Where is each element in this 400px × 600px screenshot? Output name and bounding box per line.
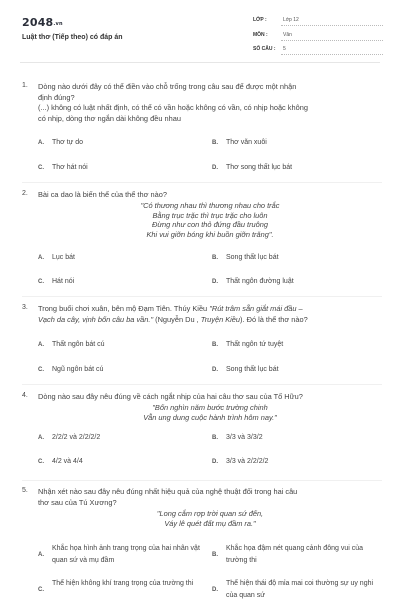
- option-label: C.: [38, 165, 44, 171]
- option-label: B.: [212, 255, 218, 261]
- meta-subject-value: Văn: [283, 32, 292, 38]
- question-line: định đúng?: [38, 92, 75, 102]
- poem-line: "Long cắm rợp trời quan sứ đến,: [156, 509, 264, 518]
- question-3: [22, 304, 382, 384]
- option-text: Thất ngôn tứ tuyệt: [226, 341, 284, 348]
- question-text: [38, 190, 382, 201]
- question-line: Nhận xét nào sau đây nêu đúng nhất hiệu quả của nghệ thuật đối trong hai câu: [38, 487, 298, 496]
- meta-class: [253, 17, 383, 29]
- question-number: 4.: [22, 392, 28, 399]
- meta-class-label: LỚP :: [253, 17, 267, 23]
- option-label: A.: [38, 552, 44, 558]
- option-text: 2/2/2 và 2/2/2/2: [52, 434, 101, 441]
- question-line: [38, 304, 382, 315]
- question-text: [38, 487, 382, 508]
- meta-count: [253, 46, 383, 58]
- option-text: Thơ văn xuôi: [226, 139, 267, 146]
- question-line: có nhịp, dòng thơ ngắn dài không đều nhau: [38, 113, 181, 123]
- poem-line: Đừng như con thỏ đứng đầu truông: [152, 220, 268, 230]
- question-number: 2.: [22, 190, 28, 197]
- option-label: C.: [38, 459, 44, 465]
- poem-line: Khi vui giỡn bóng khi buồn giỡn trăng".: [146, 229, 274, 239]
- option-label: D.: [212, 279, 218, 285]
- question-text-part: ). Đó là thể thơ nào?: [240, 314, 308, 324]
- question-number: 5.: [22, 487, 28, 494]
- option-text: Thơ tự do: [52, 139, 84, 146]
- question-line: (...) không có luật nhất định, có thể có vần hoặc không có vần, có nhịp hoặc không: [38, 103, 308, 112]
- logo-text: 2048: [22, 16, 54, 29]
- poem-line: Vẫn ung dung cuộc hành trình hôm nay.": [143, 412, 277, 422]
- meta-subject: [253, 32, 383, 44]
- poem-line: "Có thương nhau thì thương nhau cho trắc: [140, 201, 280, 210]
- option-label: B.: [212, 140, 218, 146]
- meta-divider: [281, 25, 383, 26]
- question-divider: [22, 182, 382, 183]
- poem-quote: [38, 201, 382, 239]
- poem-quote: [38, 403, 382, 422]
- option-text: Thể hiện thái độ mỉa mai coi thường sự uy nghi của quan sứ: [226, 580, 374, 599]
- question-1: [22, 82, 382, 182]
- option-label: A.: [38, 435, 44, 441]
- question-divider: [22, 384, 382, 385]
- option-label: D.: [212, 165, 218, 171]
- option-label: D.: [212, 367, 218, 373]
- option-text: Hát nói: [52, 278, 75, 285]
- question-line: Dòng nào sau đây nêu đúng về cách ngắt nhịp của hai câu thơ sau của Tố Hữu?: [38, 392, 303, 401]
- question-line: thơ sau của Tú Xương?: [38, 497, 117, 507]
- header-divider: [20, 62, 380, 63]
- option-label: C.: [38, 279, 44, 285]
- option-label: A.: [38, 342, 44, 348]
- option-label: D.: [212, 459, 218, 465]
- option-text: Song thất lục bát: [226, 366, 279, 373]
- poem-line: Váy lê quét đất mụ đầm ra.": [164, 518, 256, 528]
- option-text: 3/3 và 3/3/2: [226, 434, 263, 441]
- question-text-part: Trong buổi chơi xuân, bên mộ Đạm Tiên. Thúy Kiều: [38, 304, 210, 313]
- option-b[interactable]: [212, 543, 382, 567]
- option-text: Thơ song thất lục bát: [226, 164, 293, 171]
- option-label: A.: [38, 255, 44, 261]
- question-work-title: Truyện Kiều: [200, 314, 241, 324]
- option-text: 4/2 và 4/4: [52, 458, 83, 465]
- site-logo[interactable]: [22, 16, 63, 29]
- question-text: [38, 82, 382, 124]
- option-text: 3/3 và 2/2/2/2: [226, 458, 269, 465]
- question-line: [38, 315, 382, 326]
- option-label: B.: [212, 435, 218, 441]
- option-text: Thất ngôn đường luật: [226, 278, 294, 285]
- option-text: Thơ hát nói: [52, 164, 88, 171]
- option-text: Khắc họa hình ảnh trang trọng của hai nhân vật quan sứ và mụ đầm: [52, 545, 200, 564]
- meta-class-value: Lớp 12: [283, 17, 299, 23]
- question-number: 1.: [22, 82, 28, 89]
- question-number: 3.: [22, 304, 28, 311]
- meta-count-label: SỐ CÂU :: [253, 46, 276, 52]
- page-title: Luật thơ (Tiếp theo) có đáp án: [22, 34, 123, 41]
- question-divider: [22, 480, 382, 481]
- poem-line: "Bốn nghìn năm bước trường chinh: [152, 403, 268, 412]
- poem-quote: [38, 509, 382, 528]
- question-text: [38, 392, 382, 403]
- option-label: B.: [212, 552, 218, 558]
- option-label: D.: [212, 587, 218, 593]
- option-a[interactable]: [38, 543, 208, 567]
- option-d[interactable]: [212, 578, 382, 600]
- option-text: Ngũ ngôn bát cú: [52, 366, 104, 373]
- question-5: [22, 487, 382, 600]
- meta-count-value: 5: [283, 46, 286, 52]
- option-text: Thất ngôn bát cú: [52, 341, 105, 348]
- option-text: Song thất lục bát: [226, 254, 279, 261]
- option-text: Lục bát: [52, 254, 75, 261]
- option-label: B.: [212, 342, 218, 348]
- meta-divider: [281, 40, 383, 41]
- poem-line: Bằng trục trặc thì trục trặc cho luôn: [152, 210, 268, 220]
- option-text: Khắc họa đậm nét quang cảnh đông vui của trường thi: [226, 545, 363, 564]
- meta-subject-label: MÔN :: [253, 32, 268, 38]
- question-text: [38, 304, 382, 325]
- question-text-part: (Nguyễn Du ,: [153, 314, 201, 324]
- option-c[interactable]: [38, 578, 208, 600]
- question-line: Bài ca dao là biến thể của thể thơ nào?: [38, 190, 167, 199]
- question-2: [22, 190, 382, 290]
- logo-suffix: .vn: [53, 21, 63, 27]
- question-quote: "Rút trâm sẵn giắt mái đầu –: [209, 304, 303, 313]
- question-4: [22, 392, 382, 472]
- meta-divider: [281, 54, 383, 55]
- option-text: Thể hiện không khí trang trọng của trường thi: [52, 580, 194, 587]
- question-line: Dòng nào dưới đây có thể điền vào chỗ trống trong câu sau để được một nhận: [38, 82, 297, 91]
- question-divider: [22, 296, 382, 297]
- page-header: [0, 0, 400, 62]
- option-label: C.: [38, 587, 44, 593]
- option-label: C.: [38, 367, 44, 373]
- question-quote: Vạch da cây, vịnh bốn câu ba vần.": [38, 314, 154, 324]
- option-label: A.: [38, 140, 44, 146]
